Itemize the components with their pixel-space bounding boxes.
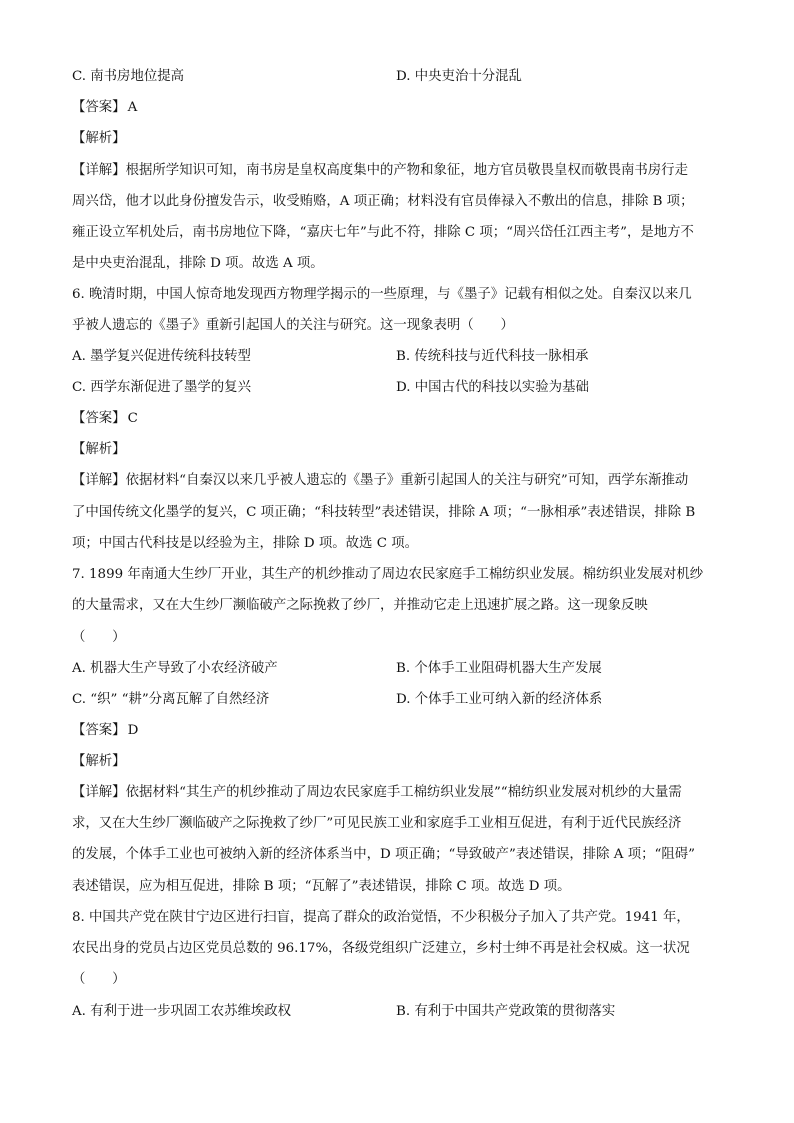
q5-answer bbox=[72, 98, 732, 118]
answer-value: C bbox=[127, 411, 138, 426]
q6-detail-line-2: 了中国传统文化墨学的复兴，C 项正确；“科技转型”表述错误，排除 A 项；“一脉相承”表述错误，排除 B bbox=[72, 505, 696, 520]
answer-label: 【答案】 bbox=[72, 411, 126, 426]
q7-detail-line-3: 的发展，个体手工业也可被纳入新的经济体系当中，D 项正确；“导致破产”表述错误，排除 A 项；“阻碍” bbox=[72, 847, 695, 862]
q6-stem-line-2: 乎被人遗忘的《墨子》重新引起国人的关注与研究。这一现象表明（ ） bbox=[72, 318, 514, 333]
detail-text: 根据所学知识可知，南书房是皇权高度集中的产物和象征，地方官员敬畏皇权而敬畏南书房行走 bbox=[125, 163, 688, 178]
q5-detail-line-2: 周兴岱，他才以此身份擅发告示，收受贿赂，A 项正确；材料没有官员俸禄入不敷出的信息，排除 B 项； bbox=[72, 194, 694, 209]
q6-detail-line-1 bbox=[72, 471, 732, 491]
q5-option-d: D. 中央吏治十分混乱 bbox=[396, 69, 522, 84]
q7-option-a: A. 机器大生产导致了小农经济破产 bbox=[72, 661, 278, 676]
q8-stem-line-2: 农民出身的党员占边区党员总数的 96.17%，各级党组织广泛建立，乡村士绅不再是社会权威。这一状况 bbox=[72, 941, 690, 956]
q8-option-a: A. 有利于进一步巩固工农苏维埃政权 bbox=[72, 1004, 292, 1019]
q7-detail-line-1 bbox=[72, 783, 732, 803]
answer-label: 【答案】 bbox=[72, 100, 126, 115]
q8-stem-line-3: （ ） bbox=[72, 972, 126, 987]
q7-answer bbox=[72, 721, 732, 741]
q7-analysis-label: 【解析】 bbox=[72, 754, 126, 769]
q5-option-c: C. 南书房地位提高 bbox=[72, 69, 185, 84]
q6-option-b: B. 传统科技与近代科技一脉相承 bbox=[396, 349, 589, 364]
q6-option-d: D. 中国古代的科技以实验为基础 bbox=[396, 380, 589, 395]
detail-label: 【详解】 bbox=[72, 785, 126, 800]
q7-option-d: D. 个体手工业可纳入新的经济体系 bbox=[396, 692, 603, 707]
q7-detail-line-2: 求，又在大生纱厂濒临破产之际挽救了纱厂”可见民族工业和家庭手工业相互促进，有利于近代民族经济 bbox=[72, 816, 682, 831]
q6-answer bbox=[72, 409, 732, 429]
q6-option-a: A. 墨学复兴促进传统科技转型 bbox=[72, 349, 251, 364]
q5-detail-line-3: 雍正设立军机处后，南书房地位下降，“嘉庆七年”与此不符，排除 C 项；“周兴岱任江西主考”，是地方不 bbox=[72, 225, 694, 240]
q5-analysis-label: 【解析】 bbox=[72, 131, 126, 146]
answer-label: 【答案】 bbox=[72, 723, 126, 738]
q7-option-c: C. “织” “耕”分离瓦解了自然经济 bbox=[72, 692, 270, 707]
q5-detail-line-1 bbox=[72, 161, 732, 181]
q7-detail-line-4: 表述错误，应为相互促进，排除 B 项；“瓦解了”表述错误，排除 C 项。故选 D 项。 bbox=[72, 879, 571, 894]
q8-stem-line-1: 8. 中国共产党在陕甘宁边区进行扫盲，提高了群众的政治觉悟，不少积极分子加入了共产党。1941 年， bbox=[72, 910, 690, 925]
detail-label: 【详解】 bbox=[72, 163, 126, 178]
q6-detail-line-3: 项；中国古代科技是以经验为主，排除 D 项。故选 C 项。 bbox=[72, 536, 418, 551]
q6-analysis-label: 【解析】 bbox=[72, 442, 126, 457]
detail-text: 依据材料“自秦汉以来几乎被人遗忘的《墨子》重新引起国人的关注与研究”可知，西学东渐推动 bbox=[125, 473, 689, 488]
answer-value: D bbox=[127, 723, 139, 738]
detail-label: 【详解】 bbox=[72, 473, 126, 488]
q6-option-c: C. 西学东渐促进了墨学的复兴 bbox=[72, 380, 251, 395]
q7-option-b: B. 个体手工业阻碍机器大生产发展 bbox=[396, 661, 602, 676]
q7-stem-line-3: （ ） bbox=[72, 630, 126, 645]
answer-value: A bbox=[127, 100, 138, 115]
q6-stem-line-1: 6. 晚清时期，中国人惊奇地发现西方物理学揭示的一些原理，与《墨子》记载有相似之处。自秦汉以来几 bbox=[72, 287, 692, 302]
q5-detail-line-4: 是中央吏治混乱，排除 D 项。故选 A 项。 bbox=[72, 256, 324, 271]
detail-text: 依据材料“其生产的机纱推动了周边农民家庭手工棉纺织业发展”“棉纺织业发展对机纱的大量需 bbox=[125, 785, 682, 800]
q7-stem-line-1: 7. 1899 年南通大生纱厂开业，其生产的机纱推动了周边农民家庭手工棉纺织业发展。棉纺织业发展对机纱 bbox=[72, 567, 704, 582]
q8-option-b: B. 有利于中国共产党政策的贯彻落实 bbox=[396, 1004, 616, 1019]
q7-stem-line-2: 的大量需求，又在大生纱厂濒临破产之际挽救了纱厂，并推动它走上迅速扩展之路。这一现象反映 bbox=[72, 598, 648, 613]
